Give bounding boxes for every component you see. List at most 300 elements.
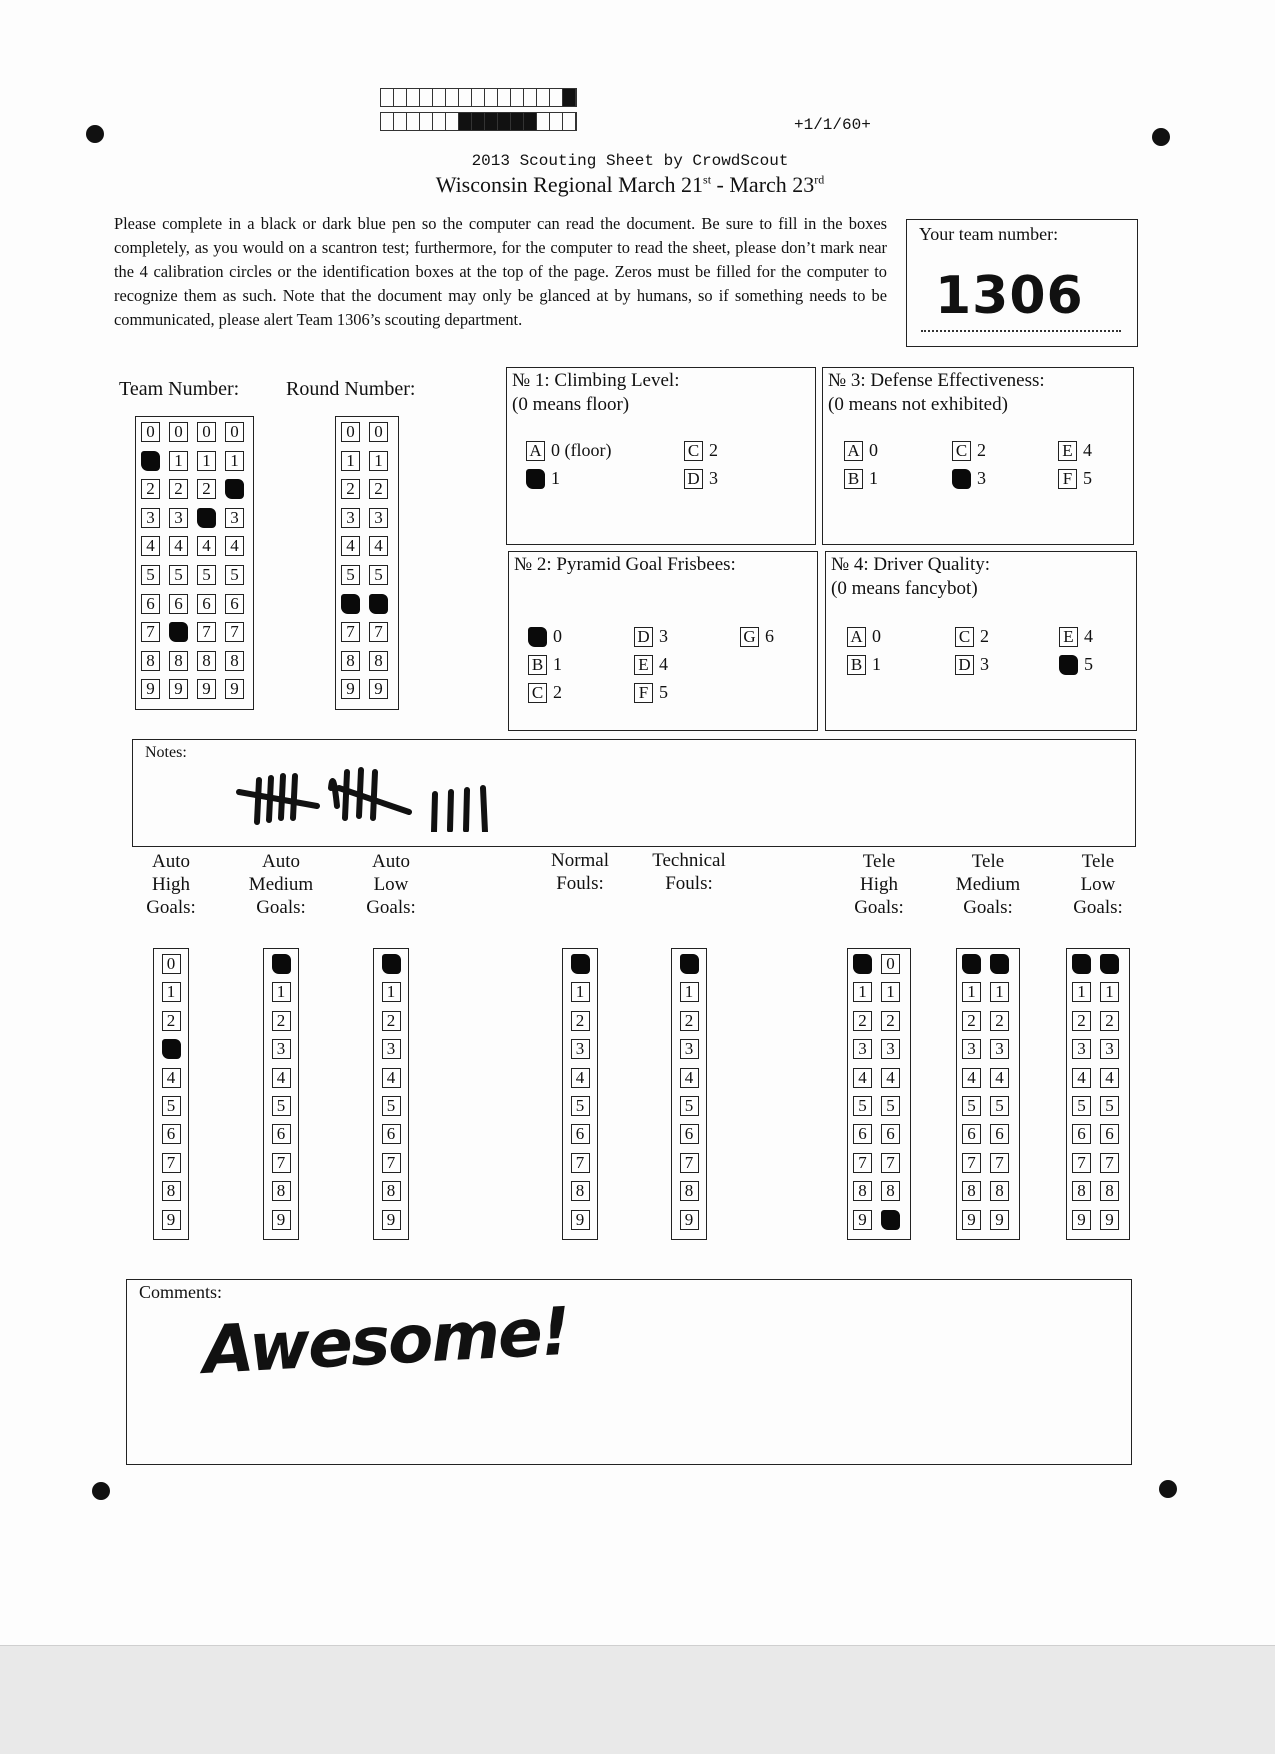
score-column-8-col1-digit-5[interactable]	[1072, 1096, 1091, 1116]
team-digit-col3-2-label: 2	[202, 479, 211, 499]
team-digit-col2-9[interactable]	[169, 679, 188, 699]
round-digit-col2-9-label: 9	[374, 679, 383, 699]
calibration-circle-bottom-left	[92, 1482, 110, 1500]
score-column-3-col1-digit-2-label: 2	[386, 1010, 396, 1030]
score-column-5-col1-digit-1[interactable]	[680, 982, 699, 1002]
score-column-7-col2-digit-1-label: 1	[995, 982, 1004, 1002]
score-column-6-heading-line-1: Tele	[862, 851, 896, 872]
team-digit-col4-1[interactable]	[225, 451, 244, 471]
score-column-3-col1-digit-8[interactable]	[382, 1181, 401, 1201]
question-2-option-f-label: F	[638, 683, 649, 702]
question-4-option-f[interactable]	[1059, 655, 1078, 675]
subtitle-sup-2: rd	[814, 172, 825, 187]
score-column-2-col1-digit-8[interactable]	[272, 1181, 291, 1201]
score-column-7-col2-digit-0[interactable]	[990, 954, 1009, 974]
score-column-3-col1-digit-9-label: 9	[386, 1209, 396, 1229]
score-column-5-col1-digit-4[interactable]	[680, 1068, 699, 1088]
score-column-3-col1-digit-2[interactable]	[382, 1011, 401, 1031]
score-column-4-col1-digit-2[interactable]	[571, 1011, 590, 1031]
score-column-6-col2-digit-1-label: 1	[886, 982, 895, 1002]
score-column-1-col1-digit-0-label: 0	[166, 954, 176, 973]
score-column-5-col1-digit-6[interactable]	[680, 1124, 699, 1144]
score-column-2-col1-digit-4[interactable]	[272, 1068, 291, 1088]
round-digit-col2-4-label: 4	[374, 536, 383, 556]
question-4-option-d[interactable]	[955, 655, 974, 675]
score-column-7-col1-digit-2[interactable]	[962, 1011, 981, 1031]
score-column-6-col1-digit-7[interactable]	[853, 1153, 872, 1173]
score-column-6-col1-digit-5[interactable]	[853, 1096, 872, 1116]
score-column-8-col2-digit-5-label: 5	[1105, 1096, 1114, 1115]
question-2-option-d[interactable]	[634, 627, 653, 647]
score-column-1-col1-digit-9-label: 9	[166, 1209, 176, 1229]
score-column-2-col1-digit-1[interactable]	[272, 982, 291, 1002]
score-column-1-col1-digit-7[interactable]	[162, 1153, 181, 1173]
score-column-2-heading-line-1: Auto	[262, 851, 300, 872]
question-4-option-b[interactable]	[847, 655, 866, 675]
score-column-6-col2-digit-4[interactable]	[881, 1068, 900, 1088]
score-column-5-heading-line-1: Technical	[652, 850, 726, 871]
score-column-5-col1-digit-3-label: 3	[684, 1039, 694, 1059]
question-2-option-e[interactable]	[634, 655, 653, 675]
score-column-3-col1-digit-0[interactable]	[382, 954, 401, 974]
score-column-3-col1-digit-5-label: 5	[386, 1096, 396, 1115]
score-column-7-col2-digit-3-label: 3	[995, 1039, 1004, 1059]
score-column-8-col1-digit-6[interactable]	[1072, 1124, 1091, 1144]
team-digit-col4-6[interactable]	[225, 594, 244, 614]
score-column-1-col1-digit-4-label: 4	[166, 1067, 176, 1087]
team-digit-col1-4[interactable]	[141, 536, 160, 556]
score-column-4-col1-digit-9[interactable]	[571, 1210, 590, 1230]
score-column-4-col1-digit-2-label: 2	[575, 1010, 585, 1030]
question-1-option-a[interactable]	[526, 441, 545, 461]
score-column-8-col1-digit-1[interactable]	[1072, 982, 1091, 1002]
team-digit-col3-6-label: 6	[202, 593, 211, 613]
round-digit-col1-2[interactable]	[341, 479, 360, 499]
question-2-option-a-text: 0	[553, 626, 562, 646]
score-column-2-col1-digit-6[interactable]	[272, 1124, 291, 1144]
score-column-8-col1-digit-8[interactable]	[1072, 1181, 1091, 1201]
score-column-6-heading-line-3: Goals:	[854, 897, 904, 918]
score-column-1-col1-digit-4[interactable]	[162, 1068, 181, 1088]
question-2-option-b-label: B	[531, 655, 544, 674]
team-digit-col2-1[interactable]	[169, 451, 188, 471]
team-digit-col2-8[interactable]	[169, 651, 188, 671]
score-column-6-col1-digit-3[interactable]	[853, 1039, 872, 1059]
score-column-8-col2-digit-0[interactable]	[1100, 954, 1119, 974]
score-column-1-col1-digit-2[interactable]	[162, 1011, 181, 1031]
score-column-6-col1-digit-6-label: 6	[858, 1124, 867, 1144]
score-column-7-col2-digit-1[interactable]	[990, 982, 1009, 1002]
team-digit-col1-7[interactable]	[141, 622, 160, 642]
round-digit-col1-5[interactable]	[341, 565, 360, 585]
score-column-3-heading	[336, 850, 446, 919]
score-column-8-col1-digit-4[interactable]	[1072, 1068, 1091, 1088]
score-column-7-col1-digit-6-label: 6	[967, 1124, 976, 1144]
question-1-option-d[interactable]	[684, 469, 703, 489]
score-column-7-col2-digit-2[interactable]	[990, 1011, 1009, 1031]
team-digit-col1-8[interactable]	[141, 651, 160, 671]
score-column-7-col1-digit-4[interactable]	[962, 1068, 981, 1088]
team-digit-col3-2[interactable]	[197, 479, 216, 499]
score-column-8-col1-digit-7-label: 7	[1077, 1152, 1086, 1172]
score-column-7-col2-digit-5[interactable]	[990, 1096, 1009, 1116]
round-digit-col1-6[interactable]	[341, 594, 360, 614]
score-column-8-heading-line-1: Tele	[1081, 851, 1115, 872]
score-column-3-col1-digit-6-label: 6	[386, 1124, 396, 1144]
score-column-2-col1-digit-3[interactable]	[272, 1039, 291, 1059]
team-digit-col2-3[interactable]	[169, 508, 188, 528]
score-column-3-col1-digit-7-label: 7	[386, 1152, 396, 1172]
question-3-option-e[interactable]	[1058, 441, 1077, 461]
score-column-8-col2-digit-3[interactable]	[1100, 1039, 1119, 1059]
score-column-8-col2-digit-8-label: 8	[1105, 1181, 1114, 1201]
question-4-option-d-text: 3	[980, 654, 989, 674]
score-column-5-col1-digit-8-label: 8	[684, 1181, 694, 1201]
score-column-1-col1-digit-8-label: 8	[166, 1181, 176, 1201]
round-digit-col1-2-label: 2	[346, 479, 355, 499]
team-digit-col4-5-label: 5	[230, 565, 239, 584]
round-digit-col2-8-label: 8	[374, 650, 383, 670]
round-digit-col2-3[interactable]	[369, 508, 388, 528]
round-digit-col1-8[interactable]	[341, 651, 360, 671]
score-column-6-col1-digit-8[interactable]	[853, 1181, 872, 1201]
score-column-7-col1-digit-8[interactable]	[962, 1181, 981, 1201]
question-3-option-d-text: 3	[977, 468, 986, 488]
round-digit-col1-1[interactable]	[341, 451, 360, 471]
round-digit-col2-6[interactable]	[369, 594, 388, 614]
team-digit-col1-1[interactable]	[141, 451, 160, 471]
question-1-option-c[interactable]	[684, 441, 703, 461]
team-digit-col4-0[interactable]	[225, 422, 244, 442]
round-digit-col1-3[interactable]	[341, 508, 360, 528]
round-digit-col1-7[interactable]	[341, 622, 360, 642]
score-column-4-col1-digit-8-label: 8	[575, 1181, 585, 1201]
score-column-8-col1-digit-0[interactable]	[1072, 954, 1091, 974]
round-digit-col2-2[interactable]	[369, 479, 388, 499]
round-digit-col2-1-label: 1	[374, 450, 383, 470]
score-column-8-col2-digit-3-label: 3	[1105, 1039, 1114, 1059]
team-digit-col2-6[interactable]	[169, 594, 188, 614]
score-column-4-col1-digit-0[interactable]	[571, 954, 590, 974]
score-column-2-col1-digit-0[interactable]	[272, 954, 291, 974]
score-column-1-col1-digit-6[interactable]	[162, 1124, 181, 1144]
score-column-7-heading	[933, 850, 1043, 919]
score-column-8-col2-digit-1-label: 1	[1105, 982, 1114, 1002]
question-2-option-a[interactable]	[528, 627, 547, 647]
team-digit-col1-5-label: 5	[146, 565, 155, 584]
score-column-8-col1-digit-2-label: 2	[1077, 1010, 1086, 1030]
score-column-6-col2-digit-8[interactable]	[881, 1181, 900, 1201]
score-column-8-col1-digit-6-label: 6	[1077, 1124, 1086, 1144]
question-2-option-g[interactable]	[740, 627, 759, 647]
round-digit-col1-0[interactable]	[341, 422, 360, 442]
round-digit-col2-5[interactable]	[369, 565, 388, 585]
score-column-3-col1-digit-5[interactable]	[382, 1096, 401, 1116]
score-column-2-col1-digit-3-label: 3	[276, 1039, 286, 1059]
round-digit-col2-9[interactable]	[369, 679, 388, 699]
question-4-option-c[interactable]	[955, 627, 974, 647]
score-column-2-col1-digit-9[interactable]	[272, 1210, 291, 1230]
score-column-8-col2-digit-1[interactable]	[1100, 982, 1119, 1002]
team-digit-col4-7[interactable]	[225, 622, 244, 642]
score-column-2-col1-digit-7[interactable]	[272, 1153, 291, 1173]
score-column-6-col2-digit-5[interactable]	[881, 1096, 900, 1116]
team-digit-col1-9[interactable]	[141, 679, 160, 699]
question-2-option-d-text: 3	[659, 626, 668, 646]
score-column-6-col1-digit-1[interactable]	[853, 982, 872, 1002]
team-digit-col3-9-label: 9	[202, 679, 211, 699]
round-digit-col1-4-label: 4	[346, 536, 355, 556]
score-column-1-col1-digit-0[interactable]	[162, 954, 181, 974]
score-column-6-heading-line-2: High	[860, 874, 898, 895]
team-digit-col3-3[interactable]	[197, 508, 216, 528]
tally-marks-drawing	[229, 758, 529, 832]
score-column-1-col1-digit-5[interactable]	[162, 1096, 181, 1116]
score-column-7-col2-digit-6-label: 6	[995, 1124, 1004, 1144]
team-digit-col4-8-label: 8	[230, 650, 239, 670]
score-column-7-col2-digit-6[interactable]	[990, 1124, 1009, 1144]
team-digit-col1-2[interactable]	[141, 479, 160, 499]
score-column-3-heading-line-3: Goals:	[366, 897, 416, 918]
score-column-4-col1-digit-4[interactable]	[571, 1068, 590, 1088]
score-column-7-col1-digit-0[interactable]	[962, 954, 981, 974]
team-digit-col1-0-label: 0	[146, 422, 155, 441]
round-digit-col1-4[interactable]	[341, 536, 360, 556]
score-column-5-col1-digit-5[interactable]	[680, 1096, 699, 1116]
score-column-5-col1-digit-0[interactable]	[680, 954, 699, 974]
team-digit-col2-7[interactable]	[169, 622, 188, 642]
score-column-8-col1-digit-7[interactable]	[1072, 1153, 1091, 1173]
score-column-6-col2-digit-7-label: 7	[886, 1152, 895, 1172]
score-column-6-col2-digit-0[interactable]	[881, 954, 900, 974]
score-column-1-col1-digit-8[interactable]	[162, 1181, 181, 1201]
score-column-2-col1-digit-5[interactable]	[272, 1096, 291, 1116]
score-column-7-col2-digit-7[interactable]	[990, 1153, 1009, 1173]
question-3-option-b[interactable]	[844, 469, 863, 489]
question-4-option-c-label: C	[958, 627, 971, 646]
team-digit-col2-2-label: 2	[174, 479, 183, 499]
team-digit-col1-3[interactable]	[141, 508, 160, 528]
question-3-option-f-text: 5	[1083, 468, 1092, 488]
score-column-8-heading-line-2: Low	[1080, 874, 1116, 895]
score-column-8-col1-digit-2[interactable]	[1072, 1011, 1091, 1031]
score-column-2-col1-digit-2[interactable]	[272, 1011, 291, 1031]
question-3-option-d[interactable]	[952, 469, 971, 489]
score-column-8-col2-digit-8[interactable]	[1100, 1181, 1119, 1201]
round-digit-col1-9[interactable]	[341, 679, 360, 699]
team-digit-col1-0[interactable]	[141, 422, 160, 442]
score-column-6-col2-digit-7[interactable]	[881, 1153, 900, 1173]
score-column-6-col1-digit-0[interactable]	[853, 954, 872, 974]
round-digit-col2-8[interactable]	[369, 651, 388, 671]
score-column-6-col2-digit-3[interactable]	[881, 1039, 900, 1059]
question-4-option-e[interactable]	[1059, 627, 1078, 647]
team-digit-col4-9[interactable]	[225, 679, 244, 699]
score-column-1-col1-digit-1[interactable]	[162, 982, 181, 1002]
score-column-3-col1-digit-4[interactable]	[382, 1068, 401, 1088]
score-column-7-col2-digit-9[interactable]	[990, 1210, 1009, 1230]
question-2-option-g-label: G	[743, 627, 756, 646]
team-digit-col2-2[interactable]	[169, 479, 188, 499]
score-column-7-heading-line-1: Tele	[971, 851, 1005, 872]
question-2-option-f[interactable]	[634, 683, 653, 703]
team-digit-col2-0[interactable]	[169, 422, 188, 442]
score-column-7-col2-digit-8[interactable]	[990, 1181, 1009, 1201]
score-column-3-col1-digit-7[interactable]	[382, 1153, 401, 1173]
score-column-4-col1-digit-7[interactable]	[571, 1153, 590, 1173]
score-column-8-col1-digit-9[interactable]	[1072, 1210, 1091, 1230]
question-1-option-c-text: 2	[709, 440, 718, 460]
score-column-1-col1-digit-3[interactable]	[162, 1039, 181, 1059]
score-column-5-col1-digit-7[interactable]	[680, 1153, 699, 1173]
score-column-6-col1-digit-2[interactable]	[853, 1011, 872, 1031]
score-column-4-heading-line-2: Fouls:	[556, 873, 604, 894]
score-column-1-heading-line-1: Auto	[152, 851, 190, 872]
team-digit-col4-3[interactable]	[225, 508, 244, 528]
score-column-6-col2-digit-2[interactable]	[881, 1011, 900, 1031]
team-digit-col4-4[interactable]	[225, 536, 244, 556]
round-digit-col2-1[interactable]	[369, 451, 388, 471]
score-column-7-col1-digit-5[interactable]	[962, 1096, 981, 1116]
score-column-2-heading-line-2: Medium	[248, 874, 314, 895]
round-digit-col2-0-label: 0	[374, 422, 383, 441]
question-1-option-b[interactable]	[526, 469, 545, 489]
score-column-6-col1-digit-4[interactable]	[853, 1068, 872, 1088]
question-3-option-c-text: 2	[977, 440, 986, 460]
team-digit-col4-5[interactable]	[225, 565, 244, 585]
team-digit-col4-8[interactable]	[225, 651, 244, 671]
score-column-7-col1-digit-1[interactable]	[962, 982, 981, 1002]
round-digit-col2-7[interactable]	[369, 622, 388, 642]
score-column-8-col2-digit-2-label: 2	[1105, 1010, 1114, 1030]
score-column-7-col2-digit-3[interactable]	[990, 1039, 1009, 1059]
score-column-7-col1-digit-7-label: 7	[967, 1152, 976, 1172]
score-column-7-col1-digit-2-label: 2	[967, 1010, 976, 1030]
team-digit-col3-5[interactable]	[197, 565, 216, 585]
question-2-option-g-text: 6	[765, 626, 774, 646]
score-column-7-col1-digit-3-label: 3	[967, 1039, 976, 1059]
score-column-3-col1-digit-9[interactable]	[382, 1210, 401, 1230]
round-digit-col2-0[interactable]	[369, 422, 388, 442]
team-digit-col3-0[interactable]	[197, 422, 216, 442]
score-column-1-col1-digit-9[interactable]	[162, 1210, 181, 1230]
score-column-6-col1-digit-8-label: 8	[858, 1181, 867, 1201]
score-column-6-col2-digit-1[interactable]	[881, 982, 900, 1002]
score-column-3-col1-digit-6[interactable]	[382, 1124, 401, 1144]
score-column-5-col1-digit-1-label: 1	[684, 982, 694, 1002]
score-column-5-col1-digit-2-label: 2	[684, 1010, 694, 1030]
score-column-6-col1-digit-1-label: 1	[858, 982, 867, 1002]
score-column-4-col1-digit-5[interactable]	[571, 1096, 590, 1116]
score-column-3-col1-digit-3[interactable]	[382, 1039, 401, 1059]
score-column-8-col2-digit-6[interactable]	[1100, 1124, 1119, 1144]
score-column-6-col1-digit-9[interactable]	[853, 1210, 872, 1230]
score-column-5-col1-digit-8[interactable]	[680, 1181, 699, 1201]
score-column-4-col1-digit-3[interactable]	[571, 1039, 590, 1059]
score-column-8-col1-digit-5-label: 5	[1077, 1096, 1086, 1115]
instructions-paragraph: Please complete in a black or dark blue pen so the computer can read the document. Be sure to fill in the boxes completely, as you would on a scantron test; furthermore, for the computer to read the sheet, please don’t mark near the 4 calibration circles or the identification boxes at the top of the page. Zeros must be filled for the computer to recognize them as such. Note that the document may only be glanced at by humans, so if something needs to be communicated, please alert Team 1306’s scouting department.	[114, 214, 887, 329]
team-digit-col1-6[interactable]	[141, 594, 160, 614]
score-column-8-col2-digit-9-label: 9	[1105, 1209, 1114, 1229]
team-digit-col4-2[interactable]	[225, 479, 244, 499]
score-column-6-col1-digit-6[interactable]	[853, 1124, 872, 1144]
score-column-6-col2-digit-9[interactable]	[881, 1210, 900, 1230]
subtitle-mid: - March 23	[711, 172, 815, 197]
team-digit-col2-6-label: 6	[174, 593, 183, 613]
score-column-6-col2-digit-6[interactable]	[881, 1124, 900, 1144]
score-column-5-col1-digit-3[interactable]	[680, 1039, 699, 1059]
team-digit-col3-8[interactable]	[197, 651, 216, 671]
score-column-5-col1-digit-7-label: 7	[684, 1152, 694, 1172]
score-column-6-col2-digit-5-label: 5	[886, 1096, 895, 1115]
team-digit-col3-9[interactable]	[197, 679, 216, 699]
team-digit-col2-4[interactable]	[169, 536, 188, 556]
score-column-8-col2-digit-2[interactable]	[1100, 1011, 1119, 1031]
score-column-8-col2-digit-9[interactable]	[1100, 1210, 1119, 1230]
question-1-option-c-label: C	[687, 441, 700, 460]
score-column-8-col2-digit-4[interactable]	[1100, 1068, 1119, 1088]
score-column-7-col1-digit-3[interactable]	[962, 1039, 981, 1059]
score-column-7-col1-digit-7[interactable]	[962, 1153, 981, 1173]
team-digit-col3-7[interactable]	[197, 622, 216, 642]
score-column-4-heading	[525, 849, 635, 895]
score-column-1-col1-digit-1-label: 1	[166, 982, 176, 1002]
team-digit-col3-5-label: 5	[202, 565, 211, 584]
score-column-5-col1-digit-9[interactable]	[680, 1210, 699, 1230]
score-column-4-col1-digit-6[interactable]	[571, 1124, 590, 1144]
question-2-option-b[interactable]	[528, 655, 547, 675]
team-digit-col2-3-label: 3	[174, 507, 183, 527]
score-column-5-col1-digit-2[interactable]	[680, 1011, 699, 1031]
score-column-2-col1-digit-9-label: 9	[276, 1209, 286, 1229]
score-column-8-col1-digit-3[interactable]	[1072, 1039, 1091, 1059]
score-column-4-col1-digit-8[interactable]	[571, 1181, 590, 1201]
question-3-option-c[interactable]	[952, 441, 971, 461]
team-digit-col4-9-label: 9	[230, 679, 239, 699]
question-3-option-f[interactable]	[1058, 469, 1077, 489]
score-column-6-col2-digit-6-label: 6	[886, 1124, 895, 1144]
team-digit-col2-5[interactable]	[169, 565, 188, 585]
team-digit-col3-4[interactable]	[197, 536, 216, 556]
score-column-6-col2-digit-3-label: 3	[886, 1039, 895, 1059]
your-team-number-dotted-line	[921, 330, 1121, 332]
round-digit-col2-4[interactable]	[369, 536, 388, 556]
team-digit-col3-6[interactable]	[197, 594, 216, 614]
score-column-8-col1-digit-1-label: 1	[1077, 982, 1086, 1002]
score-column-7-col2-digit-4[interactable]	[990, 1068, 1009, 1088]
question-4-option-d-label: D	[958, 655, 971, 674]
team-digit-col3-7-label: 7	[202, 622, 211, 642]
team-digit-col3-1[interactable]	[197, 451, 216, 471]
notes-label: Notes:	[145, 744, 187, 761]
score-column-8-col2-digit-7[interactable]	[1100, 1153, 1119, 1173]
score-column-7-col1-digit-9[interactable]	[962, 1210, 981, 1230]
score-column-3-col1-digit-1[interactable]	[382, 982, 401, 1002]
score-column-7-col2-digit-5-label: 5	[995, 1096, 1004, 1115]
question-3-option-a[interactable]	[844, 441, 863, 461]
score-column-8-col2-digit-5[interactable]	[1100, 1096, 1119, 1116]
comments-label: Comments:	[139, 1282, 223, 1302]
team-digit-col1-5[interactable]	[141, 565, 160, 585]
score-column-7-col1-digit-6[interactable]	[962, 1124, 981, 1144]
score-column-4-col1-digit-1[interactable]	[571, 982, 590, 1002]
question-4-option-b-label: B	[850, 655, 863, 674]
score-column-6-col1-digit-7-label: 7	[858, 1152, 867, 1172]
question-4-option-a[interactable]	[847, 627, 866, 647]
score-column-3-col1-digit-1-label: 1	[386, 982, 396, 1002]
score-column-8-col2-digit-6-label: 6	[1105, 1124, 1114, 1144]
question-2-option-c[interactable]	[528, 683, 547, 703]
